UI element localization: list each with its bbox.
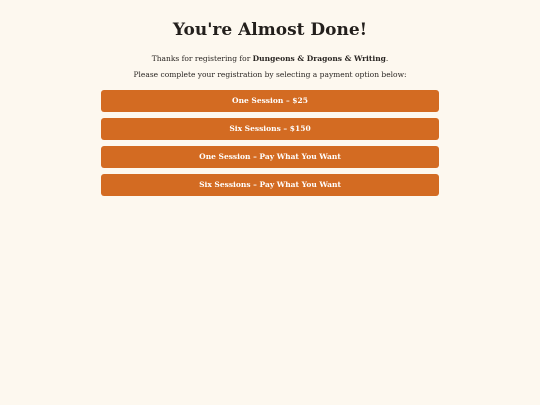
registration-thanks [0,54,540,64]
one-session-pwyw-button[interactable]: One Session – Pay What You Want [101,146,439,168]
thanks-prefix: Thanks for registering for [151,54,253,63]
course-name: Dungeons & Dragons & Writing [252,54,386,63]
one-session-button[interactable]: One Session – $25 [101,90,439,112]
six-sessions-button[interactable]: Six Sessions – $150 [101,118,439,140]
thanks-suffix: . [385,54,389,63]
six-sessions-pwyw-button[interactable]: Six Sessions – Pay What You Want [101,174,439,196]
payment-options [101,90,439,196]
page-title: You're Almost Done! [172,20,368,40]
payment-instructions: Please complete your registration by selecting a payment option below: [133,70,407,79]
